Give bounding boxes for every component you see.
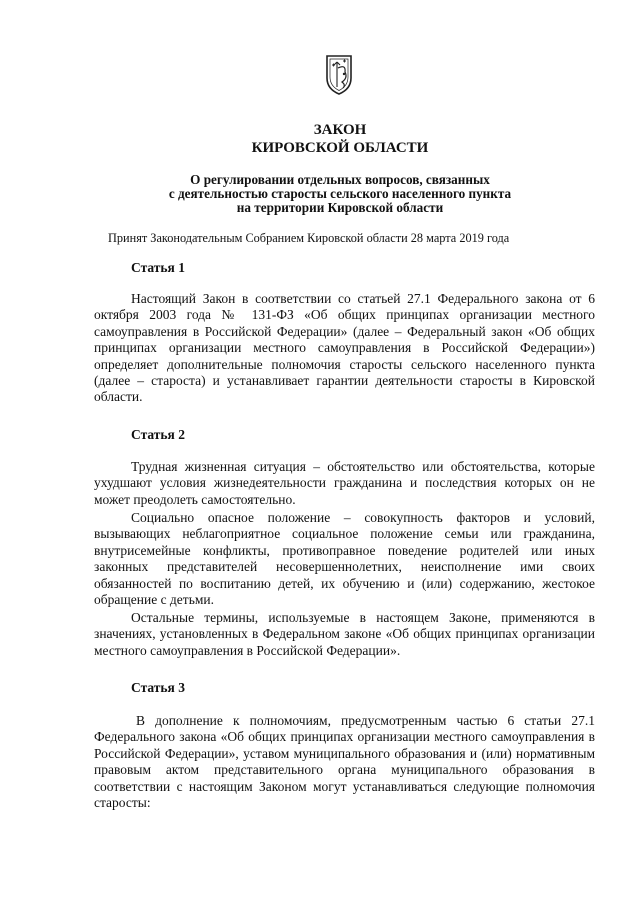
article-2-heading: Статья 2 (131, 427, 185, 442)
article-2-paragraph-3: Остальные термины, используемые в настоящем Законе, применяются в значениях, установленных в Федеральном законе «Об общих принципах организации местного самоуправления в Российской Федерации». (94, 610, 595, 658)
title-region: КИРОВСКОЙ ОБЛАСТИ (251, 140, 429, 156)
law-subtitle (60, 173, 620, 215)
article-1-heading: Статья 1 (131, 260, 185, 275)
article-1-paragraph: Настоящий Закон в соответствии со статьей 27.1 Федерального закона от 6 октября 2003 года № 131-ФЗ «Об общих принципах организации местного самоуправления в Российской Федерации» (далее – Федеральный закон «Об общих принципах организации местного самоуправления в Российской Федерации») определяет дополнительные полномочия старосты сельского населенного пункта (далее – староста) и устанавливает гарантии деятельности старосты в Кировской области. (94, 291, 595, 405)
subtitle-line: на территории Кировской области (236, 200, 444, 215)
article-2-paragraph-2: Социально опасное положение – совокупность факторов и условий, вызывающих неблагоприятное социальное положение семьи или гражданина, внутрисемейные конфликты, противоправное поведение родителей или иных законных представителей несовершеннолетних, неисполнение ими своих обязанностей по воспитанию детей, их обучению и (или) содержанию, жестокое обращение с детьми. (94, 510, 595, 608)
title-law: ЗАКОН (313, 122, 367, 138)
adoption-note: Принят Законодательным Собранием Кировской области 28 марта 2019 года (108, 231, 510, 245)
article-3-paragraph: В дополнение к полномочиям, предусмотренным частью 6 статьи 27.1 Федерального закона «Об общих принципах организации местного самоуправления в Российской Федерации», уставом муниципального образования и (или) нормативным правовым актом представительного органа муниципального образования в соответствии с настоящим Законом могут устанавливаться следующие полномочия старосты: (94, 713, 595, 811)
subtitle-line: О регулировании отдельных вопросов, связанных (190, 172, 490, 187)
article-3-heading: Статья 3 (131, 680, 185, 695)
subtitle-line: с деятельностью старосты сельского населенного пункта (168, 186, 512, 201)
coat-of-arms-icon (324, 52, 354, 96)
law-title (60, 121, 620, 157)
article-2-paragraph-1: Трудная жизненная ситуация – обстоятельство или обстоятельства, которые ухудшают условия жизнедеятельности гражданина и последствия которых он не может преодолеть самостоятельно. (94, 459, 595, 507)
